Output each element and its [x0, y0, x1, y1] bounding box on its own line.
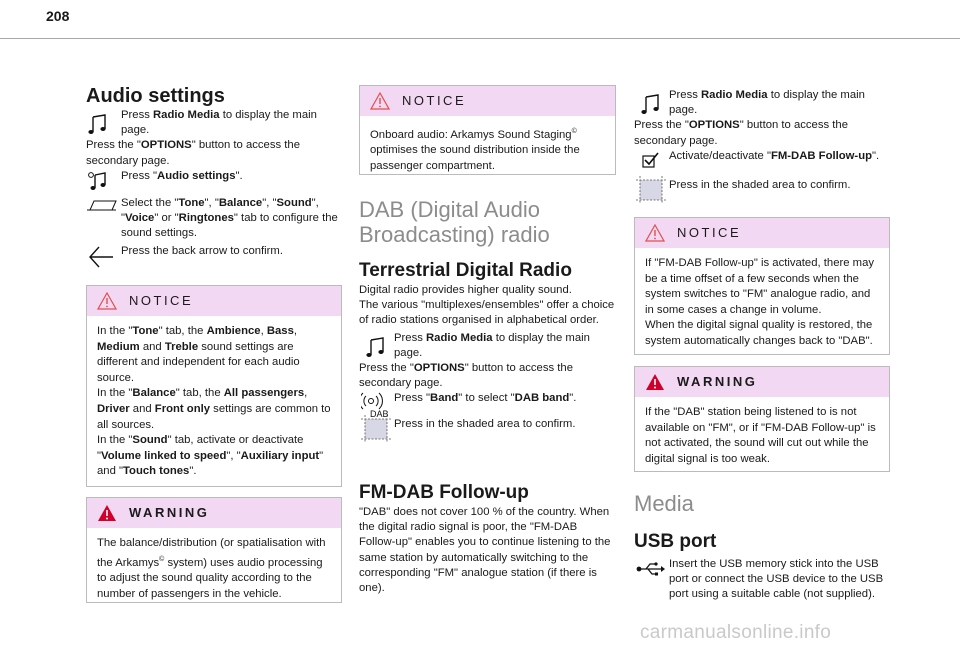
- usb-port-title: USB port: [634, 531, 717, 552]
- warning-box-dab: WARNING If the "DAB" station being listened to is not available on "FM", or if "FM-DAB Follow-up" is not activated, the sound will cut out while the digital signal is too weak.: [634, 366, 890, 472]
- fm-dab-steps: Press Radio Media to display the main page. Press the "OPTIONS" button to access the secondary page. Activate/deactivate "FM-DAB Follow-up". Press in the shaded area to confirm.: [634, 88, 896, 193]
- notice-box-arkamys: NOTICE Onboard audio: Arkamys Sound Staging© optimises the sound distribution inside the passenger compartment.: [359, 85, 616, 175]
- usb-icon: [636, 561, 666, 577]
- warning-triangle-icon: [645, 224, 665, 242]
- warning-triangle-icon: [97, 504, 117, 522]
- fm-dab-title: FM-DAB Follow-up: [359, 482, 529, 503]
- fm-dab-text: "DAB" does not cover 100 % of the country. When the digital radio signal is poor, the "FM-DAB Follow-up" enables you to continue listening to the same station by automatically switching to the corresponding "FM" analogue station (if there is one).: [359, 506, 611, 595]
- warning-triangle-icon: [370, 92, 390, 110]
- dab-icon-label: DAB: [370, 409, 389, 419]
- shaded-area-icon: [636, 176, 666, 204]
- dab-section-title: DAB (Digital Audio Broadcasting) radio: [359, 197, 550, 247]
- music-note-icon: [365, 337, 387, 359]
- tab-selector-icon: [86, 198, 118, 212]
- dab-steps: Digital radio provides higher quality sound. The various "multiplexes/ensembles" offer a choice of radio stations organised in alphabetical order. Press Radio Media to display the main page. Press the "OPTIONS" button to access the secondary page. DAB Press "Band" to select "DAB band". Press in the shaded area to confirm.: [359, 283, 621, 432]
- checkbox-icon: [642, 151, 660, 169]
- terrestrial-title: Terrestrial Digital Radio: [359, 260, 572, 281]
- music-note-icon: [87, 114, 109, 136]
- notice-box-tone: NOTICE In the "Tone" tab, the Ambience, Bass, Medium and Treble sound settings are different and independent for each audio source. In the "Balance" tab, the All passengers, Driver and Front only settings are common to all sources. In the "Sound" tab, activate or deactivate "Volume linked to speed", "Auxiliary input" and "Touch tones".: [86, 285, 342, 487]
- media-title: Media: [634, 491, 694, 516]
- warning-triangle-icon: [97, 292, 117, 310]
- watermark: carmanualsonline.info: [640, 622, 832, 643]
- page-number: 208: [46, 8, 70, 24]
- header-rule: [0, 38, 960, 39]
- audio-settings-steps: Press Radio Media to display the main page. Press the "OPTIONS" button to access the secondary page. Press "Audio settings". Select the "Tone", "Balance", "Sound", "Voice" or "Ringtones" tab to configure the sound settings. Press the back arrow to confirm.: [86, 108, 348, 259]
- notice-box-fm-dab: NOTICE If "FM-DAB Follow-up" is activated, there may be a time offset of a few seconds when the system switches to "FM" analogue radio, and in some cases a change in volume. When the digital signal quality is restored, the system automatically changes back to "DAB".: [634, 217, 890, 355]
- shaded-area-icon: [361, 415, 391, 443]
- usb-port-text: Insert the USB memory stick into the USB port or connect the USB device to the USB port using a suitable cable (not supplied).: [634, 557, 892, 603]
- warning-box-balance: WARNING The balance/distribution (or spatialisation with the Arkamys© system) uses audio processing to adjust the sound quality according to the number of passengers in the vehicle.: [86, 497, 342, 603]
- audio-settings-icon: [87, 170, 111, 192]
- back-arrow-icon: [87, 245, 115, 269]
- music-note-icon: [640, 94, 662, 116]
- audio-settings-title: Audio settings: [86, 85, 225, 107]
- warning-triangle-icon: [645, 373, 665, 391]
